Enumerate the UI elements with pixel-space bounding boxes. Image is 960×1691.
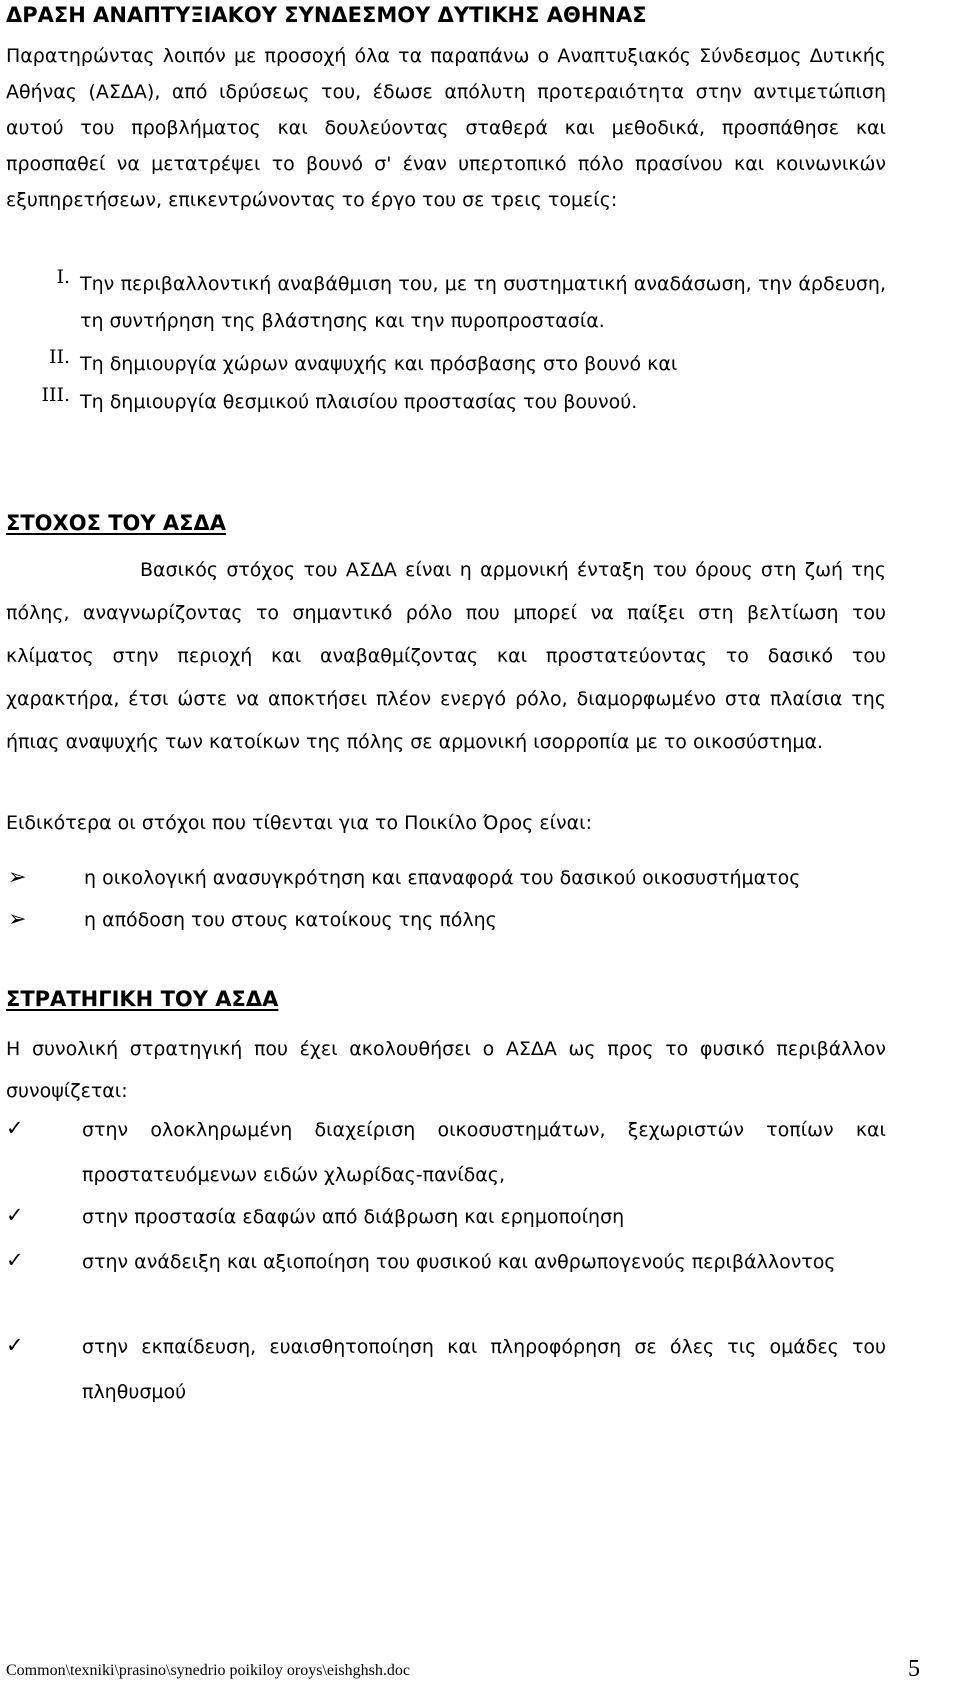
roman-list-item <box>6 384 886 421</box>
roman-numeral: I. <box>56 266 70 288</box>
page-number: 5 <box>908 1656 920 1682</box>
list-item <box>6 864 886 892</box>
checkmark-icon: ✓ <box>6 1333 24 1357</box>
checkmark-icon: ✓ <box>6 1203 24 1227</box>
list-item-text: Τη δημιουργία θεσμικού πλαισίου προστασίας του βουνού. <box>80 391 638 413</box>
footer-file-path: Common\texniki\prasino\synedrio poikiloy oroys\eishghsh.doc <box>6 1662 410 1679</box>
list-item-text: Τη δημιουργία χώρων αναψυχής και πρόσβασης στο βουνό και <box>80 353 678 375</box>
roman-numeral: III. <box>41 384 70 406</box>
list-item-text: στην ανάδειξη και αξιοποίηση του φυσικού και ανθρωπογενούς περιβάλλοντος <box>82 1251 836 1273</box>
goals-intro: Ειδικότερα οι στόχοι που τίθενται για το Ποικίλο Όρος είναι: <box>6 812 593 834</box>
list-item <box>6 1325 886 1415</box>
list-item-text: στην εκπαίδευση, ευαισθητοποίηση και πληροφόρηση σε όλες τις ομάδες του πληθυσμού <box>82 1336 886 1403</box>
list-item <box>6 1195 886 1240</box>
roman-numeral: II. <box>48 346 70 368</box>
list-item <box>6 1240 886 1285</box>
section-heading-strategy: ΣΤΡΑΤΗΓΙΚΗ ΤΟΥ ΑΣΔΑ <box>6 987 279 1011</box>
list-item-text: στην προστασία εδαφών από διάβρωση και ερημοποίηση <box>82 1206 625 1228</box>
strategy-intro: Η συνολική στρατηγική που έχει ακολουθήσει ο ΑΣΔΑ ως προς το φυσικό περιβάλλον συνοψίζεται: <box>6 1038 886 1102</box>
list-item-text: η οικολογική ανασυγκρότηση και επαναφορά του δασικού οικοσυστήματος <box>84 867 801 889</box>
list-item-text: στην ολοκληρωμένη διαχείριση οικοσυστημάτων, ξεχωριστών τοπίων και προστατευόμενων ειδών χλωρίδας-πανίδας, <box>82 1119 886 1186</box>
list-item <box>6 906 886 934</box>
arrow-bullet-icon: ➢ <box>8 907 27 932</box>
checkmark-icon: ✓ <box>6 1116 24 1140</box>
list-item-text: η απόδοση του στους κατοίκους της πόλης <box>84 909 497 931</box>
arrow-bullet-icon: ➢ <box>8 865 27 890</box>
section-paragraph-action: Παρατηρώντας λοιπόν με προσοχή όλα τα παραπάνω ο Αναπτυξιακός Σύνδεσμος Δυτικής Αθήνας (ΑΣΔΑ), από ιδρύσεως του, έδωσε απόλυτη προτεραιότητα στην αντιμετώπιση αυτού του προβλήματος και δουλεύοντας σταθερά και μεθοδικά, προσπάθησε και προσπαθεί να μετατρέψει το βουνό σ' έναν υπερτοπικό πόλο πρασίνου και κοινωνικών εξυπηρετήσεων, επικεντρώνοντας το έργο του σε τρεις τομείς: <box>6 45 886 211</box>
list-item-text: Την περιβαλλοντική αναβάθμιση του, με τη συστηματική αναδάσωση, την άρδευση, τη συντήρηση της βλάστησης και την πυροπροστασία. <box>80 273 886 332</box>
list-item <box>6 1108 886 1198</box>
section-paragraph-goal: Βασικός στόχος του ΑΣΔΑ είναι η αρμονική ένταξη του όρους στη ζωή της πόλης, αναγνωρίζοντας το σημαντικό ρόλο που μπορεί να παίξει στη βελτίωση του κλίματος στην περιοχή και αναβαθμίζοντας και προστατεύοντας το δασικό του χαρακτήρα, έτσι ώστε να αποκτήσει πλέον ενεργό ρόλο, διαμορφωμένο στα πλαίσια της ήπιας αναψυχής των κατοίκων της πόλης σε αρμονική ισορροπία με το οικοσύστημα. <box>6 559 886 753</box>
section-heading-action: ΔΡΑΣΗ ΑΝΑΠΤΥΞΙΑΚΟΥ ΣΥΝΔΕΣΜΟΥ ΔΥΤΙΚΗΣ ΑΘΗΝΑΣ <box>6 3 647 27</box>
roman-list-item <box>6 266 886 340</box>
checkmark-icon: ✓ <box>6 1248 24 1272</box>
section-heading-goal: ΣΤΟΧΟΣ ΤΟΥ ΑΣΔΑ <box>6 511 227 535</box>
roman-list-item <box>6 346 886 383</box>
